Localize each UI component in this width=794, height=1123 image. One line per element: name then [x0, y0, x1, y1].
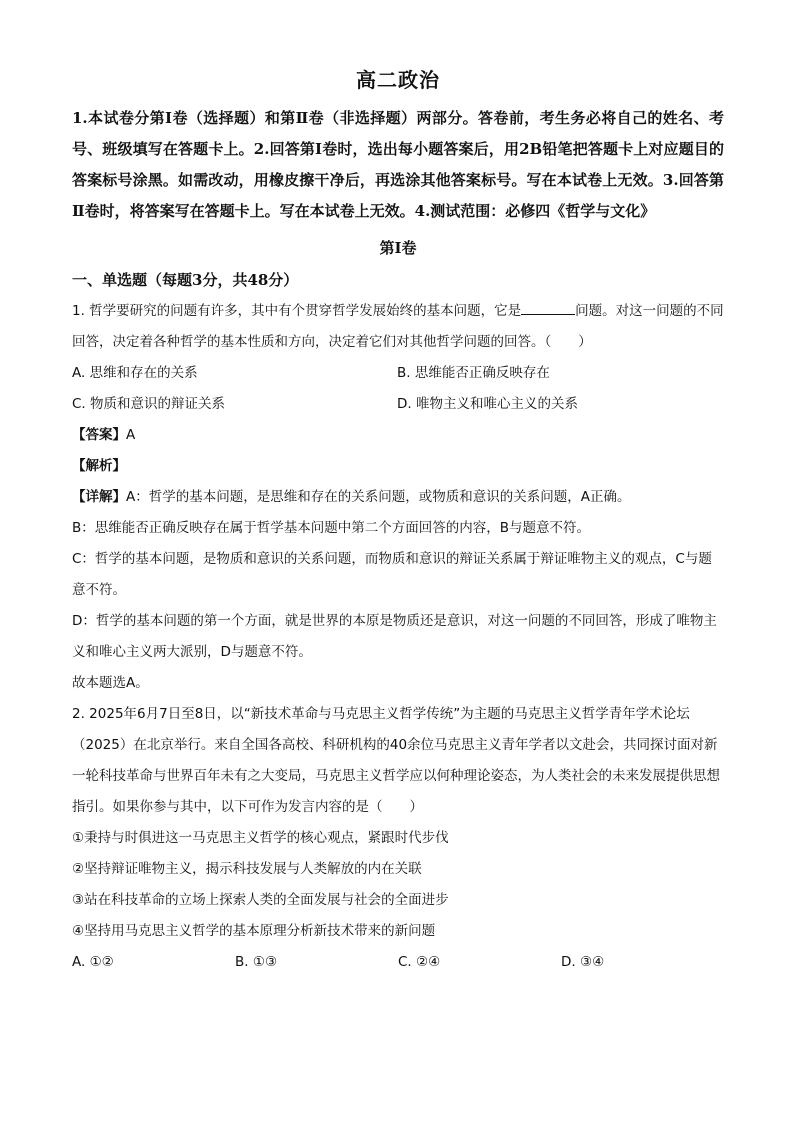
- statement-2: ②坚持辩证唯物主义，揭示科技发展与人类解放的内在关联: [72, 861, 422, 877]
- statement-1: ①秉持与时俱进这一马克思主义哲学的核心观点，紧跟时代步伐: [72, 830, 449, 846]
- question-2: [72, 699, 724, 978]
- question-2-stem: 2. 2025年6月7日至8日，以“新技术革命与马克思主义哲学传统”为主题的马克思主义哲学青年学术论坛（2025）在北京举行。来自全国各高校、科研机构的40余位马克思主义青年学者以文赴会，共同探讨面对新一轮科技革命与世界百年未有之大变局，马克思主义哲学应以何种理论姿态，为人类社会的未来发展提供思想指引。如果你参与其中，以下可作为发言内容的是（ ）: [72, 706, 720, 815]
- analysis-tag: 【解析】: [72, 458, 126, 474]
- exam-instructions: 1.本试卷分第Ⅰ卷（选择题）和第Ⅱ卷（非选择题）两部分。答卷前，考生务必将自己的姓名、考号、班级填写在答题卡上。2.回答第Ⅰ卷时，选出每小题答案后，用2B铅笔把答题卡上对应题目的答案标号涂黑。如需改动，用橡皮擦干净后，再选涂其他答案标号。写在本试卷上无效。3.回答第Ⅱ卷时，将答案写在答题卡上。写在本试卷上无效。4.测试范围：必修四《哲学与文化》: [72, 109, 724, 220]
- answer-tag: 【答案】: [72, 427, 126, 443]
- option-c: C. ②④: [398, 954, 441, 970]
- question-1-stem: [72, 296, 724, 358]
- option-a: A. 思维和存在的关系: [72, 365, 198, 381]
- question-1-stem-start: 1. 哲学要研究的问题有许多，其中有个贯穿哲学发展始终的基本问题，它是: [72, 303, 522, 319]
- option-d: D. ③④: [561, 954, 605, 970]
- detail-a-text: A：哲学的基本问题，是思维和存在的关系问题，或物质和意识的关系问题，A正确。: [126, 489, 631, 505]
- statement-4: ④坚持用马克思主义哲学的基本原理分析新技术带来的新问题: [72, 923, 436, 939]
- detail-b: B：思维能否正确反映存在属于哲学基本问题中第二个方面回答的内容，B与题意不符。: [72, 520, 591, 536]
- option-d: D. 唯物主义和唯心主义的关系: [397, 396, 578, 412]
- conclusion: 故本题选A。: [72, 675, 149, 691]
- answer-blank: [521, 300, 575, 315]
- question-1-stem-end: 问题。对这一问题的不同回答，决定着各种哲学的基本性质和方向，决定着它们对其他哲学问题的回答。（ ）: [72, 303, 724, 350]
- option-b: B. 思维能否正确反映存在: [397, 365, 550, 381]
- detail-d: D：哲学的基本问题的第一个方面，就是世界的本原是物质还是意识，对这一问题的不同回答，形成了唯物主义和唯心主义两大派别，D与题意不符。: [72, 613, 717, 660]
- section-title: 第Ⅰ卷: [379, 239, 417, 257]
- exam-page: [72, 64, 724, 978]
- option-a: A. ①②: [72, 954, 114, 970]
- question-2-options: [72, 947, 724, 978]
- option-b: B. ①③: [235, 954, 278, 970]
- answer-value: A: [126, 427, 136, 443]
- part-heading: 一、单选题（每题3分，共48分）: [72, 271, 299, 289]
- detail-c: C：哲学的基本问题，是物质和意识的关系问题，而物质和意识的辩证关系属于辩证唯物主义的观点，C与题意不符。: [72, 551, 712, 598]
- statement-3: ③站在科技革命的立场上探索人类的全面发展与社会的全面进步: [72, 892, 449, 908]
- question-1-options: [72, 358, 724, 420]
- answer-line: [72, 420, 724, 451]
- analysis-line: [72, 451, 724, 482]
- detail-tag: 【详解】: [72, 489, 126, 505]
- option-c: C. 物质和意识的辩证关系: [72, 396, 226, 412]
- detail-a: [72, 482, 724, 513]
- page-title: 高二政治: [356, 68, 440, 92]
- question-1: [72, 296, 724, 699]
